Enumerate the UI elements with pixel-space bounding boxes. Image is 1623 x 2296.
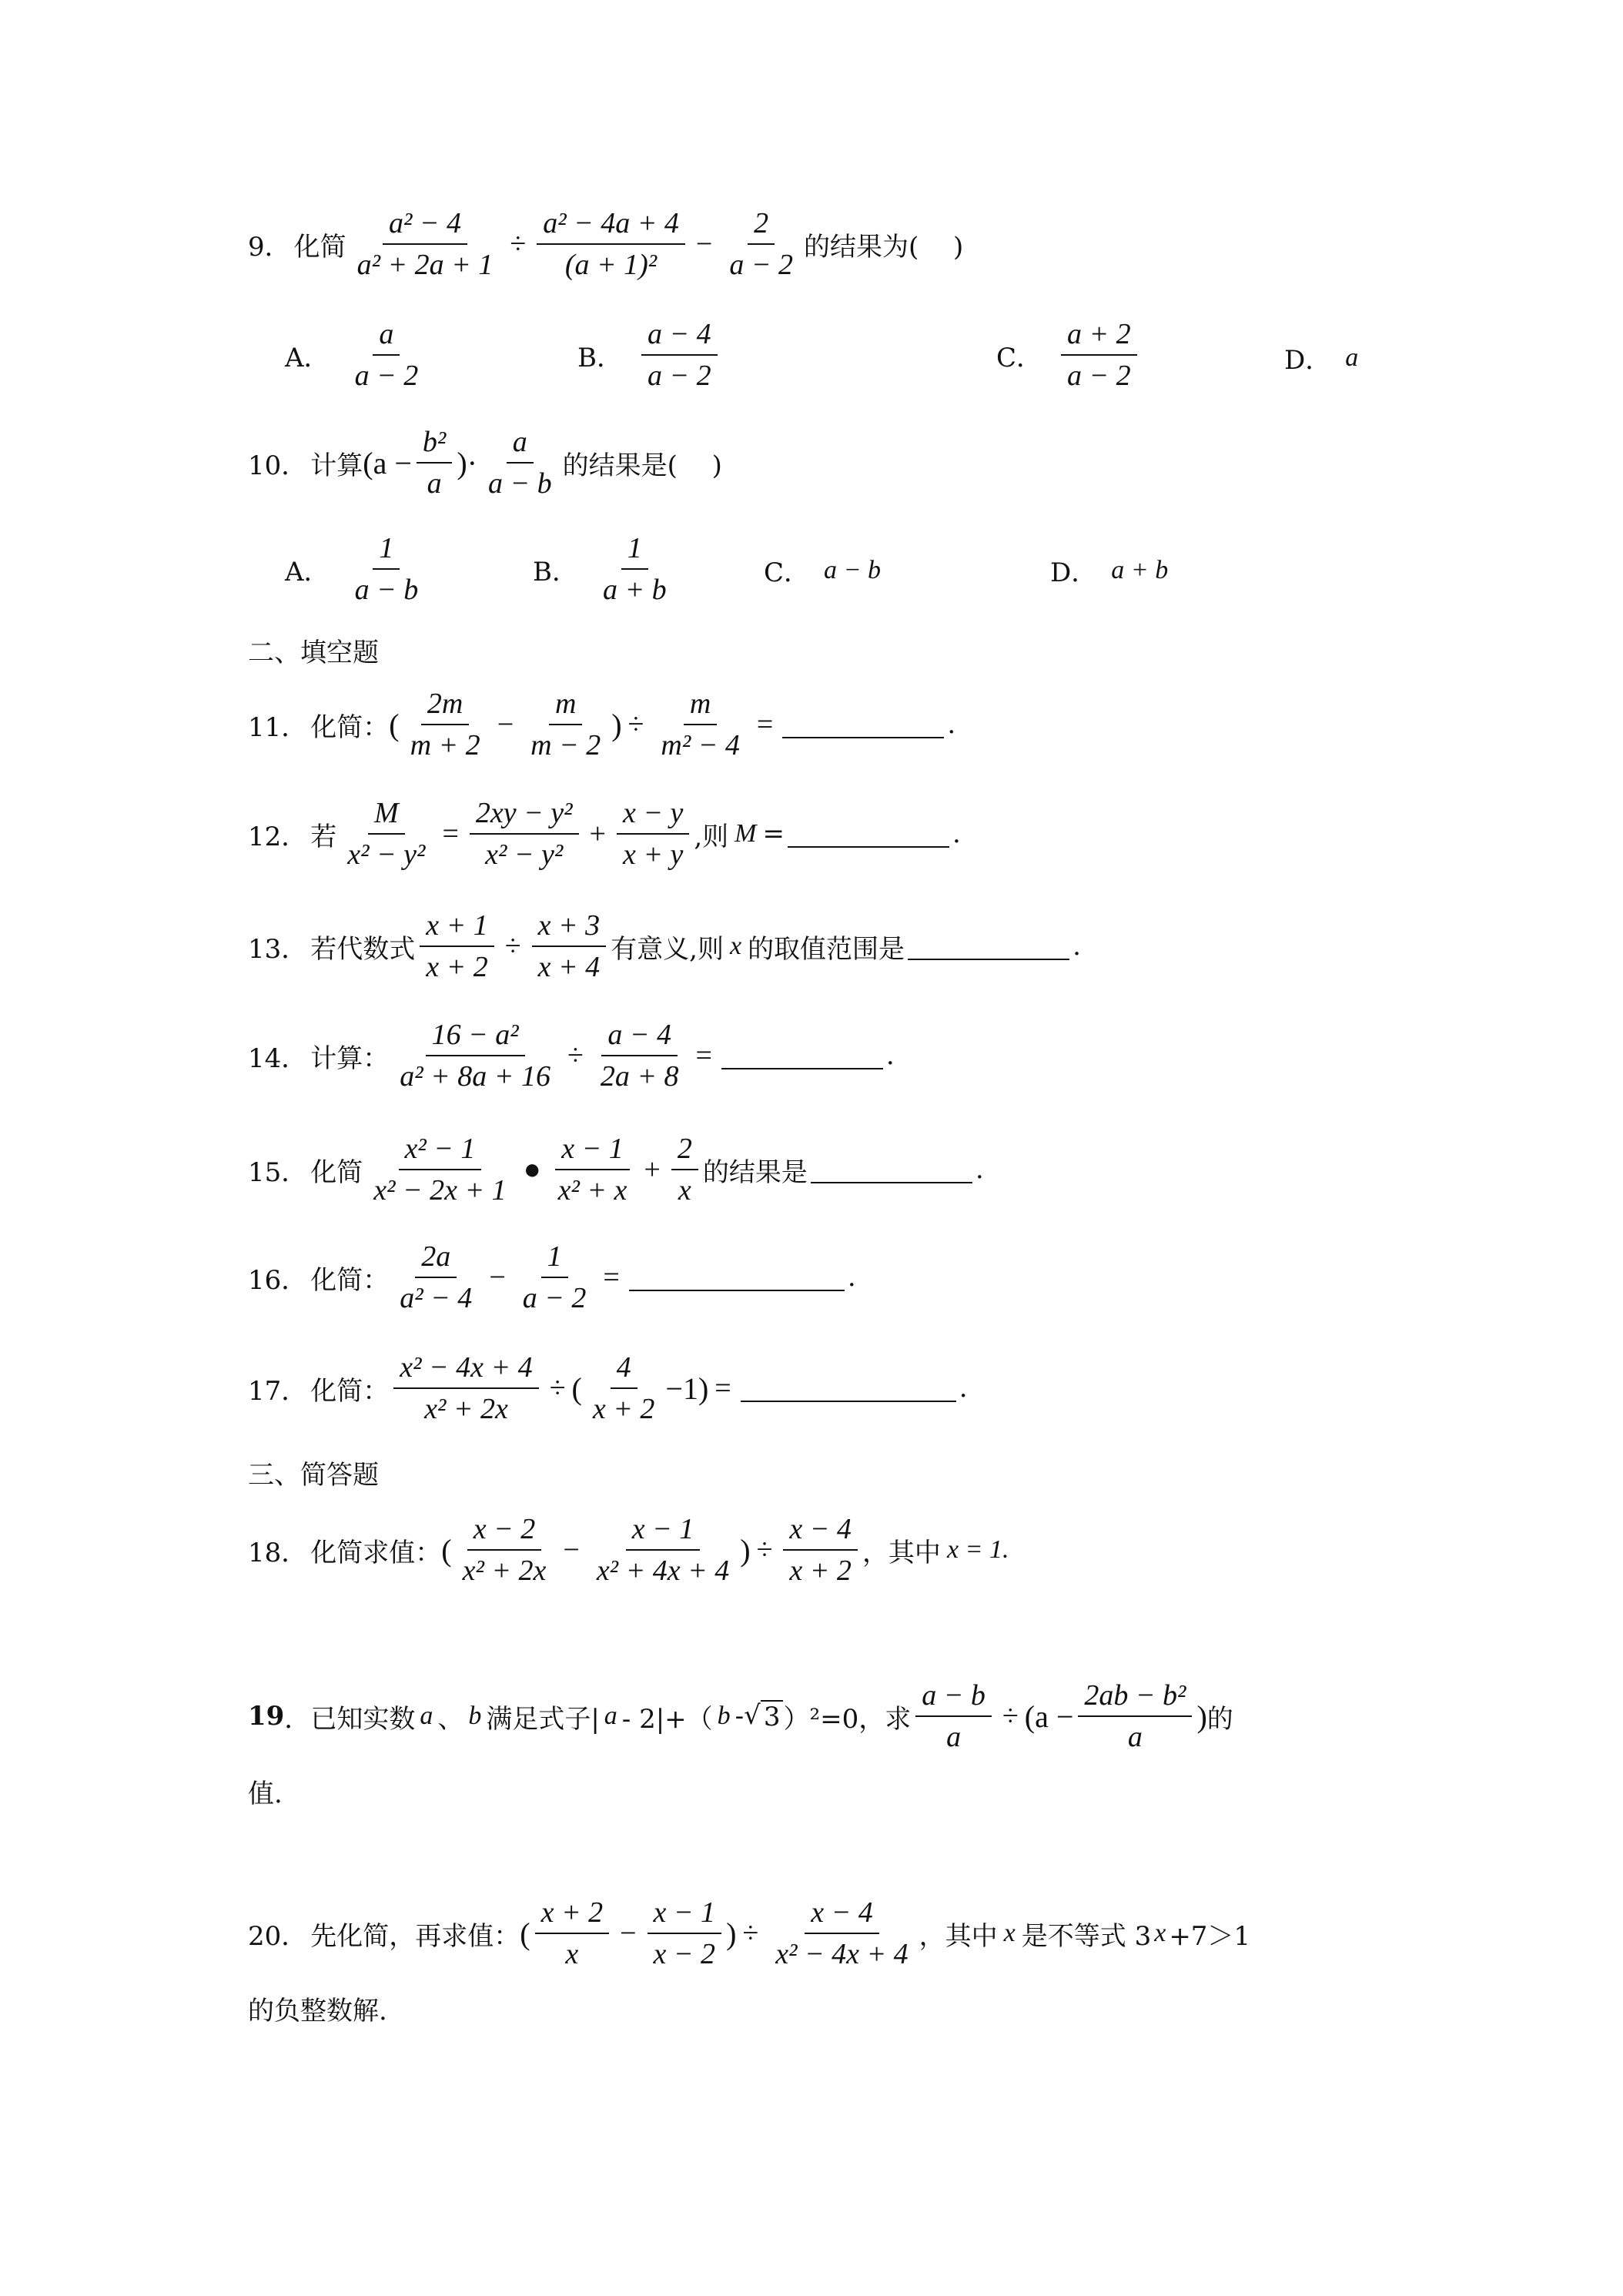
question-text: 计算： (310, 1043, 390, 1074)
option-d: D． a (1284, 343, 1359, 376)
question-number: 16． (248, 1264, 308, 1296)
paren-expr: (a − (363, 445, 412, 480)
question-number: 10． (248, 450, 308, 481)
question-number: 19 (248, 1701, 285, 1732)
fraction: $\frac{2m}{m + 2}$ (404, 684, 487, 765)
paren-expr: )· (457, 445, 477, 480)
fraction: $\frac{m}{m - 2}$ (524, 684, 607, 765)
question-number: 20． (248, 1920, 308, 1952)
question-20-continued: 的负整数解. (248, 1996, 387, 2027)
fraction: $\frac{a - b}{a}$ (915, 1675, 992, 1757)
fraction: $\frac{m}{\text{m² − 4}}$ (654, 684, 745, 765)
fraction: $\frac{2}{a - 2}$ (723, 203, 799, 285)
answer-blank[interactable] (908, 932, 1069, 960)
fraction: $\frac{x + 2}{x}$ (535, 1893, 610, 1974)
question-18: 18． 化简求值： ( $\frac{x - 2}{\text{x² + 2x}}$ − $\frac{x - 1}{\text{x² + 4x + 4}}$ ) ÷ $\frac{x - 4}{x + 2}$ ，其中 x = 1. (248, 1509, 1508, 1591)
option-b: B． $\frac{1}{a + b}$ (533, 528, 678, 610)
option-b: B． $\frac{a - 4}{a - 2}$ (577, 314, 722, 396)
fraction: $\frac{x - 4}{x + 2}$ (783, 1509, 858, 1591)
question-text: 的结果是( ) (562, 450, 722, 481)
question-number: 9． (248, 231, 291, 263)
question-text: 化简： (310, 1264, 390, 1296)
fraction: $\frac{a}{a - b}$ (482, 422, 558, 504)
question-text: 化简求值： (310, 1537, 442, 1568)
operator: ÷ (510, 228, 527, 260)
fraction: $\frac{\text{b²}}{a}$ (417, 422, 452, 504)
fraction: $\frac{4}{x + 2}$ (587, 1347, 661, 1429)
fraction: $\frac{x - y}{x + y}$ (617, 793, 689, 875)
question-12: 12． 若 $\frac{M}{\text{x² − y²}}$ = $\frac{\text{2xy − y²}}{\text{x² − y²}}$ + $\frac{x - y}{x + y}$ ,则 M = . (248, 793, 1508, 875)
question-14: 14． 计算： $\frac{\text{16 − a²}}{\text{a² + 8a + 16}}$ ÷ $\frac{a - 4}{2a + 8}$ = . (248, 1015, 1508, 1096)
operator: − (695, 228, 713, 260)
fraction: $\frac{2}{x}$ (671, 1129, 698, 1210)
question-number: 15． (248, 1156, 308, 1188)
section-heading: 二、填空题 (248, 638, 379, 668)
question-9 (248, 203, 1508, 285)
fraction: $\frac{\text{16 − a²}}{\text{a² + 8a + 16}}$ (393, 1015, 557, 1096)
fraction: $\frac{1}{a - 2}$ (517, 1237, 593, 1318)
question-13: 13． 若代数式 $\frac{x + 1}{x + 2}$ ÷ $\frac{x + 3}{x + 4}$ 有意义,则 x 的取值范围是 . (248, 905, 1508, 987)
question-number: 17． (248, 1375, 308, 1407)
answer-blank[interactable] (629, 1263, 845, 1291)
option-a: A． $\frac{1}{a - b}$ (285, 528, 429, 610)
fraction: $\frac{x - 1}{x - 2}$ (648, 1893, 722, 1974)
answer-blank[interactable] (811, 1156, 972, 1183)
fraction: $\frac{x + 1}{x + 2}$ (420, 905, 494, 987)
fraction: $\frac{x - 1}{\text{x² + 4x + 4}}$ (591, 1509, 735, 1591)
fraction: $\frac{x - 4}{\text{x² − 4x + 4}}$ (769, 1893, 914, 1974)
fraction: $\frac{a - 4}{2a + 8}$ (594, 1015, 685, 1096)
question-number: 18． (248, 1537, 308, 1568)
question-number: 13． (248, 933, 308, 965)
question-number: 12． (248, 821, 308, 852)
question-20: 20． 先化简，再求值： ( $\frac{x + 2}{x}$ − $\frac{x - 1}{x - 2}$ ) ÷ $\frac{x - 4}{\text{x² − 4x + 4}}$ ，其中 x 是不等式 3 x +7＞1 (248, 1893, 1508, 1974)
fraction: $\frac{M}{\text{x² − y²}}$ (341, 793, 431, 875)
question-text: 的结果为( ) (803, 231, 964, 263)
question-number: 11． (248, 711, 308, 743)
question-text: 化简： (310, 1375, 390, 1407)
option-d: D． a + b (1050, 555, 1169, 588)
question-11: 11． 化简： ( $\frac{2m}{m + 2}$ − $\frac{m}{m - 2}$ ) ÷ $\frac{m}{\text{m² − 4}}$ = . (248, 684, 1508, 765)
answer-blank[interactable] (721, 1042, 883, 1069)
option-c: C． $\frac{a + 2}{a - 2}$ (996, 314, 1142, 396)
question-text: 先化简，再求值： (310, 1920, 520, 1952)
fraction: $\frac{x + 3}{x + 4}$ (532, 905, 607, 987)
question-text: 化简 (310, 1156, 363, 1188)
answer-blank[interactable] (782, 711, 944, 738)
question-text: 化简： (310, 711, 390, 743)
question-10 (248, 422, 1508, 504)
fraction: $\frac{2a}{\text{a² − 4}}$ (393, 1237, 478, 1318)
fraction: $\frac{\text{a² − 4}}{\text{a² + 2a + 1}}$ (351, 203, 500, 285)
question-15: 15． 化简 $\frac{\text{x² − 1}}{\text{x² − 2x + 1}}$ ● $\frac{x - 1}{\text{x² + x}}$ + $\frac{2}{x}$ 的结果是 . (248, 1129, 1508, 1210)
fraction: $\frac{x - 2}{\text{x² + 2x}}$ (457, 1509, 553, 1591)
fraction: $\frac{\text{2xy − y²}}{\text{x² − y²}}$ (470, 793, 579, 875)
option-a: A． $\frac{a}{a - 2}$ (285, 314, 429, 396)
section-heading: 三、简答题 (248, 1460, 379, 1491)
answer-blank[interactable] (788, 820, 949, 848)
option-c: C． a − b (764, 555, 881, 588)
question-19: 19 ．已知实数 a 、 b 满足式子| a - 2|+（ b - √ 3 ）²=0，求 $\frac{a - b}{a}$ ÷ (a − $\frac{\text{2ab − b²}}{a}$ ) 的 (248, 1675, 1508, 1757)
question-text: 若 (310, 821, 337, 852)
question-text: 若代数式 (310, 933, 416, 965)
fraction: $\frac{\text{x² − 1}}{\text{x² − 2x + 1}}$ (367, 1129, 512, 1210)
question-text: 计算 (310, 450, 363, 481)
question-number: 14． (248, 1043, 308, 1074)
answer-blank[interactable] (741, 1374, 956, 1402)
question-17: 17． 化简： $\frac{\text{x² − 4x + 4}}{\text{x² + 2x}}$ ÷ ( $\frac{4}{x + 2}$ −1) = . (248, 1347, 1508, 1429)
fraction: $\frac{\text{a² − 4a + 4}}{\text{(a + 1)²}}$ (537, 203, 685, 285)
question-text: ．已知实数 (284, 1703, 416, 1735)
question-19-continued: 值. (248, 1779, 283, 1809)
question-text: 化简 (293, 231, 346, 263)
sqrt-symbol: √ 3 (744, 1700, 783, 1732)
fraction: $\frac{\text{2ab − b²}}{a}$ (1078, 1675, 1192, 1757)
fraction: $\frac{x - 1}{\text{x² + x}}$ (552, 1129, 634, 1210)
question-16: 16． 化简： $\frac{2a}{\text{a² − 4}}$ − $\frac{1}{a - 2}$ = . (248, 1237, 1508, 1318)
fraction: $\frac{\text{x² − 4x + 4}}{\text{x² + 2x}}$ (393, 1347, 538, 1429)
